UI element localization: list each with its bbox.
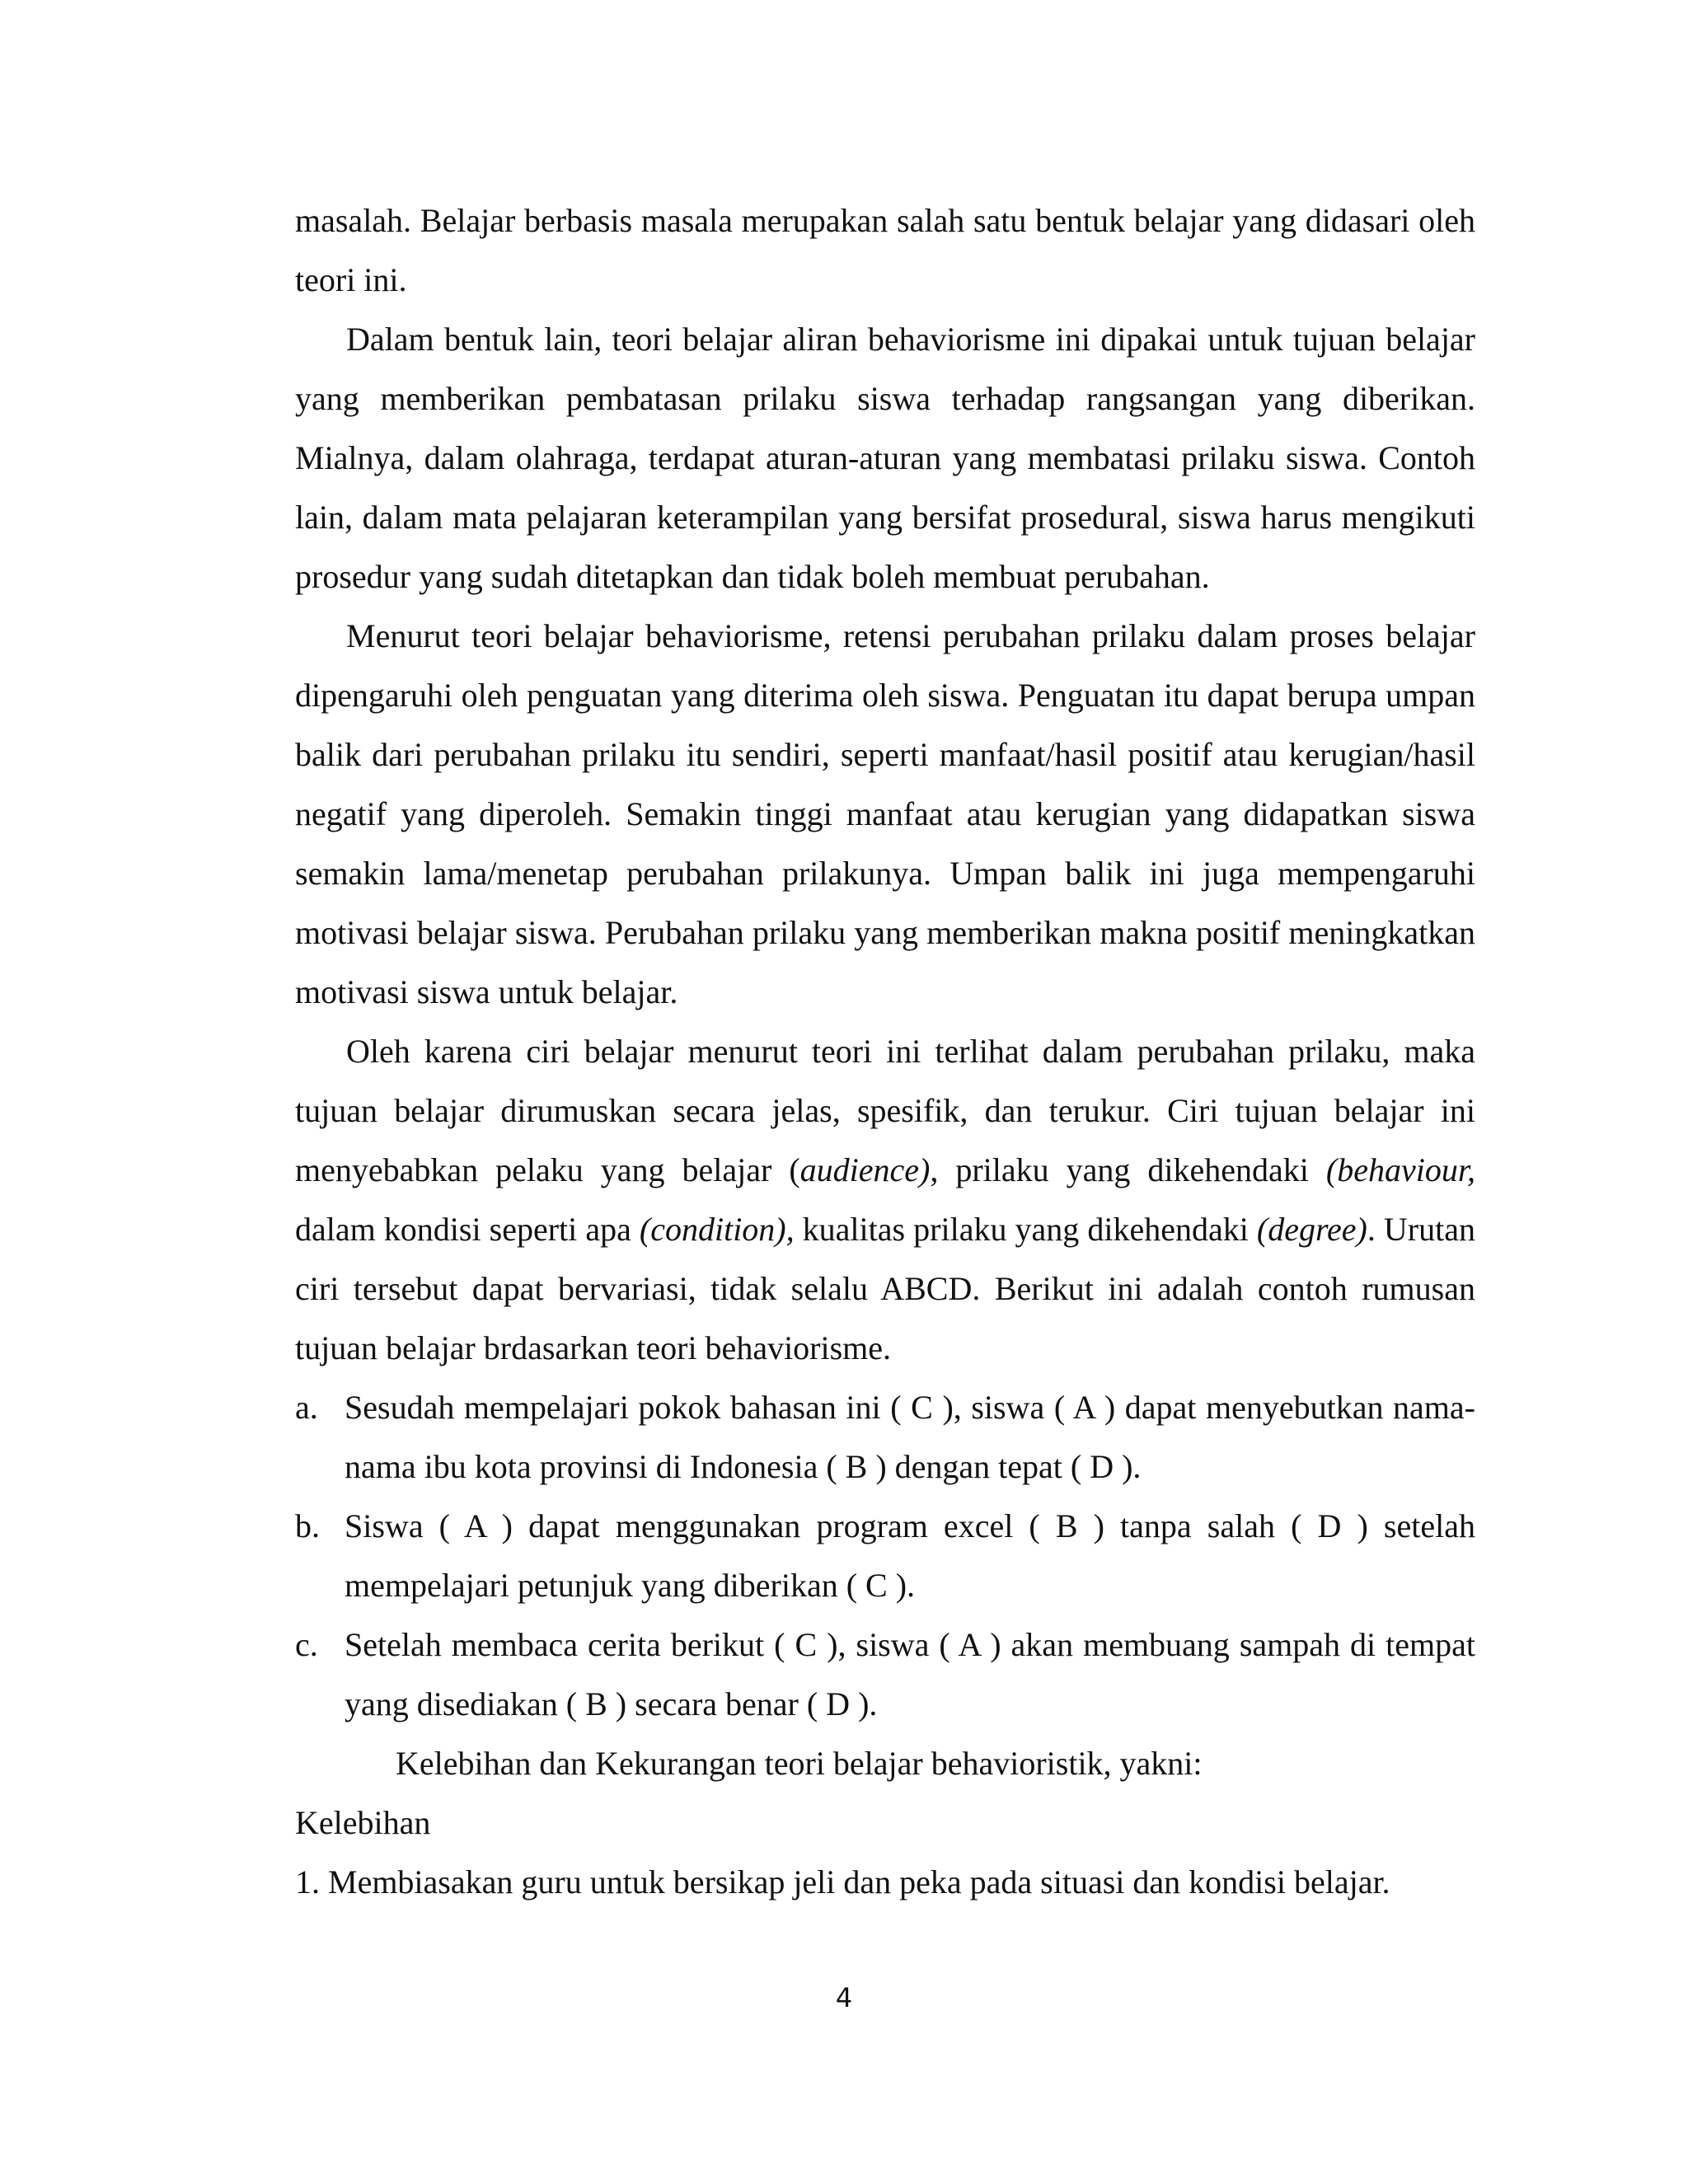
body-text — [295, 191, 1475, 1912]
list-marker: c. — [295, 1626, 318, 1663]
section-heading: Kelebihan — [295, 1804, 431, 1841]
page-number: 4 — [835, 1982, 853, 2013]
paragraph-abcd-objectives — [295, 1022, 1475, 1378]
paragraph-behaviorism-limits: Dalam bentuk lain, teori belajar aliran behaviorisme ini dipakai untuk tujuan belajar yang memberikan pembatasan prilaku siswa terhadap rangsangan yang diberikan. Mialnya, dalam olahraga, terdapat aturan-aturan yang membatasi prilaku siswa. Contoh lain, dalam mata pelajaran keterampilan yang bersifat prosedural, siswa harus mengikuti prosedur yang sudah ditetapkan dan tidak boleh membuat perubahan. — [295, 321, 1475, 595]
list-item-text: Sesudah mempelajari pokok bahasan ini ( C ), siswa ( A ) dapat menyebutkan nama-nama ibu kota provinsi di Indonesia ( B ) dengan tepat ( D ). — [345, 1389, 1475, 1485]
abcd-term-condition: (condition), — [639, 1211, 795, 1248]
list-item-text: Siswa ( A ) dapat menggunakan program excel ( B ) tanpa salah ( D ) setelah mempelajari petunjuk yang diberikan ( C ). — [345, 1507, 1475, 1604]
abcd-text-5: . Urutan ciri tersebut dapat bervariasi, tidak selalu ABCD. Berikut ini adalah contoh rumusan tujuan belajar brdasarkan teori behaviorisme. — [295, 1211, 1475, 1366]
list-item — [295, 1615, 1475, 1734]
paragraph-continuation: masalah. Belajar berbasis masala merupakan salah satu bentuk belajar yang didasari oleh teori ini. — [295, 202, 1475, 298]
example-list — [295, 1378, 1475, 1734]
abcd-text-2: , prilaku yang dikehendaki — [930, 1151, 1326, 1188]
numbered-item: 1. Membiasakan guru untuk bersikap jeli dan peka pada situasi dan kondisi belajar. — [295, 1863, 1390, 1900]
list-item — [295, 1497, 1475, 1615]
abcd-term-degree: (degree) — [1256, 1211, 1367, 1248]
list-marker: a. — [295, 1389, 318, 1426]
list-item-text: Setelah membaca cerita berikut ( C ), siswa ( A ) akan membuang sampah di tempat yang disediakan ( B ) secara benar ( D ). — [345, 1626, 1475, 1722]
abcd-term-behaviour: (behaviour, — [1325, 1151, 1475, 1188]
list-item — [295, 1378, 1475, 1497]
abcd-text-3: dalam kondisi seperti apa — [295, 1211, 640, 1248]
abcd-text-4: kualitas prilaku yang dikehendaki — [794, 1211, 1257, 1248]
intro-line: Kelebihan dan Kekurangan teori belajar behavioristik, yakni: — [396, 1745, 1203, 1782]
abcd-term-audience: audience) — [799, 1151, 931, 1188]
paragraph-retention-reinforcement: Menurut teori belajar behaviorisme, retensi perubahan prilaku dalam proses belajar dipengaruhi oleh penguatan yang diterima oleh siswa. Penguatan itu dapat berupa umpan balik dari perubahan prilaku itu sendiri, seperti manfaat/hasil positif atau kerugian/hasil negatif yang diperoleh. Semakin tinggi manfaat atau kerugian yang didapatkan siswa semakin lama/menetap perubahan prilakunya. Umpan balik ini juga mempengaruhi motivasi belajar siswa. Perubahan prilaku yang memberikan makna positif meningkatkan motivasi siswa untuk belajar. — [295, 617, 1475, 1010]
list-marker: b. — [295, 1507, 320, 1544]
abcd-text-1: Oleh karena ciri belajar menurut teori ini terlihat dalam perubahan prilaku, maka tujuan belajar dirumuskan secara jelas, spesifik, dan terukur. Ciri tujuan belajar ini menyebabkan pelaku yang belajar ( — [295, 1033, 1475, 1188]
